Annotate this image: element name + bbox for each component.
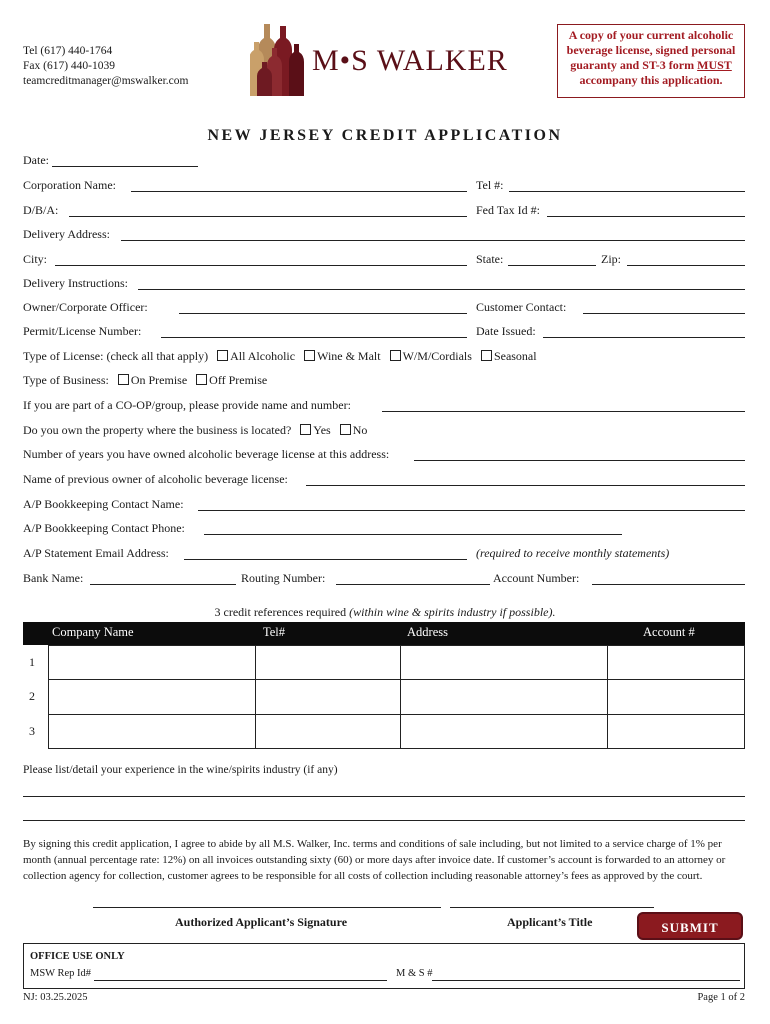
city-label: City: — [23, 252, 48, 266]
no-label: No — [352, 423, 368, 437]
years-field[interactable] — [414, 460, 745, 461]
experience-line-2[interactable] — [23, 820, 745, 821]
references-table — [23, 645, 745, 749]
notice-line: guaranty and ST-3 form — [570, 58, 698, 72]
references-intro-text: 3 credit references required — [214, 605, 350, 619]
delivery-address-field[interactable] — [121, 240, 745, 241]
wine-malt-label: Wine & Malt — [317, 349, 381, 363]
business-type-row — [23, 372, 267, 388]
zip-label: Zip: — [601, 252, 621, 266]
wmc-checkbox[interactable] — [390, 350, 401, 361]
col-account: Account # — [643, 625, 695, 639]
license-type-row — [23, 348, 537, 364]
msw-rep-field[interactable] — [94, 980, 387, 981]
coop-field[interactable] — [382, 411, 745, 412]
ref2-address[interactable] — [400, 679, 608, 715]
off-premise-checkbox[interactable] — [196, 374, 207, 385]
ms-number-field[interactable] — [432, 980, 740, 981]
signature-field[interactable] — [93, 907, 441, 908]
notice-line: beverage license, signed personal — [566, 43, 736, 57]
yes-checkbox[interactable] — [300, 424, 311, 435]
city-field[interactable] — [55, 265, 467, 266]
license-type-label: Type of License: (check all that apply) — [23, 349, 209, 363]
bottles-logo-icon — [250, 22, 312, 98]
references-table-header — [23, 622, 745, 645]
ref2-tel[interactable] — [255, 679, 401, 715]
zip-field[interactable] — [627, 265, 745, 266]
ap-name-field[interactable] — [198, 510, 745, 511]
ref3-address[interactable] — [400, 714, 608, 749]
account-field[interactable] — [592, 584, 745, 585]
tel-field[interactable] — [509, 191, 745, 192]
ref3-tel[interactable] — [255, 714, 401, 749]
fedtax-label: Fed Tax Id #: — [476, 203, 540, 217]
experience-line-1[interactable] — [23, 796, 745, 797]
all-alcoholic-label: All Alcoholic — [230, 349, 296, 363]
account-label: Account Number: — [493, 571, 580, 585]
col-company: Company Name — [52, 625, 134, 639]
office-use-header: OFFICE USE ONLY — [30, 951, 125, 962]
bank-field[interactable] — [90, 584, 236, 585]
routing-field[interactable] — [336, 584, 490, 585]
state-label: State: — [476, 252, 504, 266]
contact-info — [23, 44, 188, 89]
brand-name: M•S WALKER — [312, 44, 508, 77]
msw-rep-label: MSW Rep Id# — [30, 968, 92, 979]
ref1-tel[interactable] — [255, 645, 401, 680]
all-alcoholic-checkbox[interactable] — [217, 350, 228, 361]
ref2-company[interactable] — [48, 679, 256, 715]
prev-owner-field[interactable] — [306, 485, 745, 486]
customer-contact-field[interactable] — [583, 313, 745, 314]
delivery-instructions-field[interactable] — [138, 289, 745, 290]
notice-must: MUST — [697, 58, 732, 72]
business-type-label: Type of Business: — [23, 373, 109, 387]
ref1-address[interactable] — [400, 645, 608, 680]
owner-label: Owner/Corporate Officer: — [23, 300, 148, 314]
owner-field[interactable] — [179, 313, 467, 314]
off-premise-label: Off Premise — [209, 373, 268, 387]
submit-button[interactable]: SUBMIT — [637, 912, 743, 940]
years-label: Number of years you have owned alcoholic beverage license at this address: — [23, 447, 390, 461]
delivery-instructions-label: Delivery Instructions: — [23, 276, 128, 290]
corporation-label: Corporation Name: — [23, 178, 116, 192]
office-use-box — [23, 943, 745, 989]
wmc-label: W/M/Cordials — [402, 349, 472, 363]
own-property-row — [23, 422, 367, 438]
ref1-company[interactable] — [48, 645, 256, 680]
yes-label: Yes — [313, 423, 331, 437]
customer-contact-label: Customer Contact: — [476, 300, 567, 314]
ref1-account[interactable] — [607, 645, 745, 680]
notice-line: A copy of your current alcoholic — [568, 28, 734, 42]
ap-email-field[interactable] — [184, 559, 467, 560]
title-field[interactable] — [450, 907, 654, 908]
row-number: 3 — [29, 724, 35, 738]
contact-tel: Tel (617) 440-1764 — [23, 45, 113, 57]
ap-email-label: A/P Statement Email Address: — [23, 546, 169, 560]
coop-label: If you are part of a CO-OP/group, please provide name and number: — [23, 398, 351, 412]
ap-email-note: (required to receive monthly statements) — [476, 546, 670, 560]
permit-field[interactable] — [161, 337, 467, 338]
notice-line: accompany this application. — [579, 73, 723, 87]
title-label: Applicant’s Title — [507, 915, 593, 929]
wine-malt-checkbox[interactable] — [304, 350, 315, 361]
row-number: 1 — [29, 655, 35, 669]
ref3-account[interactable] — [607, 714, 745, 749]
no-checkbox[interactable] — [340, 424, 351, 435]
date-issued-field[interactable] — [543, 337, 745, 338]
ref3-company[interactable] — [48, 714, 256, 749]
own-property-label: Do you own the property where the business is located? — [23, 423, 292, 437]
page-title: NEW JERSEY CREDIT APPLICATION — [207, 127, 563, 144]
delivery-address-label: Delivery Address: — [23, 227, 110, 241]
bank-label: Bank Name: — [23, 571, 84, 585]
routing-label: Routing Number: — [241, 571, 326, 585]
fedtax-field[interactable] — [547, 216, 745, 217]
version-text: NJ: 03.25.2025 — [23, 992, 88, 1003]
on-premise-label: On Premise — [130, 373, 188, 387]
corporation-field[interactable] — [131, 191, 467, 192]
experience-label: Please list/detail your experience in the wine/spirits industry (if any) — [23, 764, 338, 776]
prev-owner-label: Name of previous owner of alcoholic beverage license: — [23, 472, 288, 486]
date-field[interactable] — [52, 166, 198, 167]
date-label: Date: — [23, 153, 49, 167]
dba-label: D/B/A: — [23, 203, 59, 217]
seasonal-label: Seasonal — [493, 349, 537, 363]
permit-label: Permit/License Number: — [23, 324, 142, 338]
dba-field[interactable] — [69, 216, 467, 217]
contact-fax: Fax (617) 440-1039 — [23, 60, 115, 72]
contact-email[interactable]: teamcreditmanager@mswalker.com — [23, 75, 189, 87]
col-address: Address — [407, 625, 448, 639]
col-tel: Tel# — [263, 625, 286, 639]
terms-paragraph: By signing this credit application, I agree to abide by all M.S. Walker, Inc. terms and conditions of sale including, but not limited to a service charge of 1% per month (annual percentage rate: 12%) on all invoices outstanding sixty (60) or more days after invoice date. If customer’s account is forwarded to an attorney or collection agency for collection, customer agrees to be responsible for all costs of collection including reasonable attorney’s fees as approved by the court. — [23, 838, 726, 882]
on-premise-checkbox[interactable] — [118, 374, 129, 385]
seasonal-checkbox[interactable] — [481, 350, 492, 361]
ref2-account[interactable] — [607, 679, 745, 715]
ap-phone-field[interactable] — [204, 534, 622, 535]
ap-name-label: A/P Bookkeeping Contact Name: — [23, 497, 184, 511]
signature-label: Authorized Applicant’s Signature — [175, 915, 348, 929]
references-intro-note: (within wine & spirits industry if possible). — [349, 605, 556, 619]
state-field[interactable] — [508, 265, 596, 266]
row-number: 2 — [29, 689, 35, 703]
page-number: Page 1 of 2 — [697, 992, 745, 1003]
ms-number-label: M & S # — [396, 968, 433, 979]
references-intro — [0, 604, 770, 620]
date-issued-label: Date Issued: — [476, 324, 536, 338]
tel-label: Tel #: — [476, 178, 504, 192]
notice-box — [557, 24, 745, 98]
ap-phone-label: A/P Bookkeeping Contact Phone: — [23, 521, 185, 535]
